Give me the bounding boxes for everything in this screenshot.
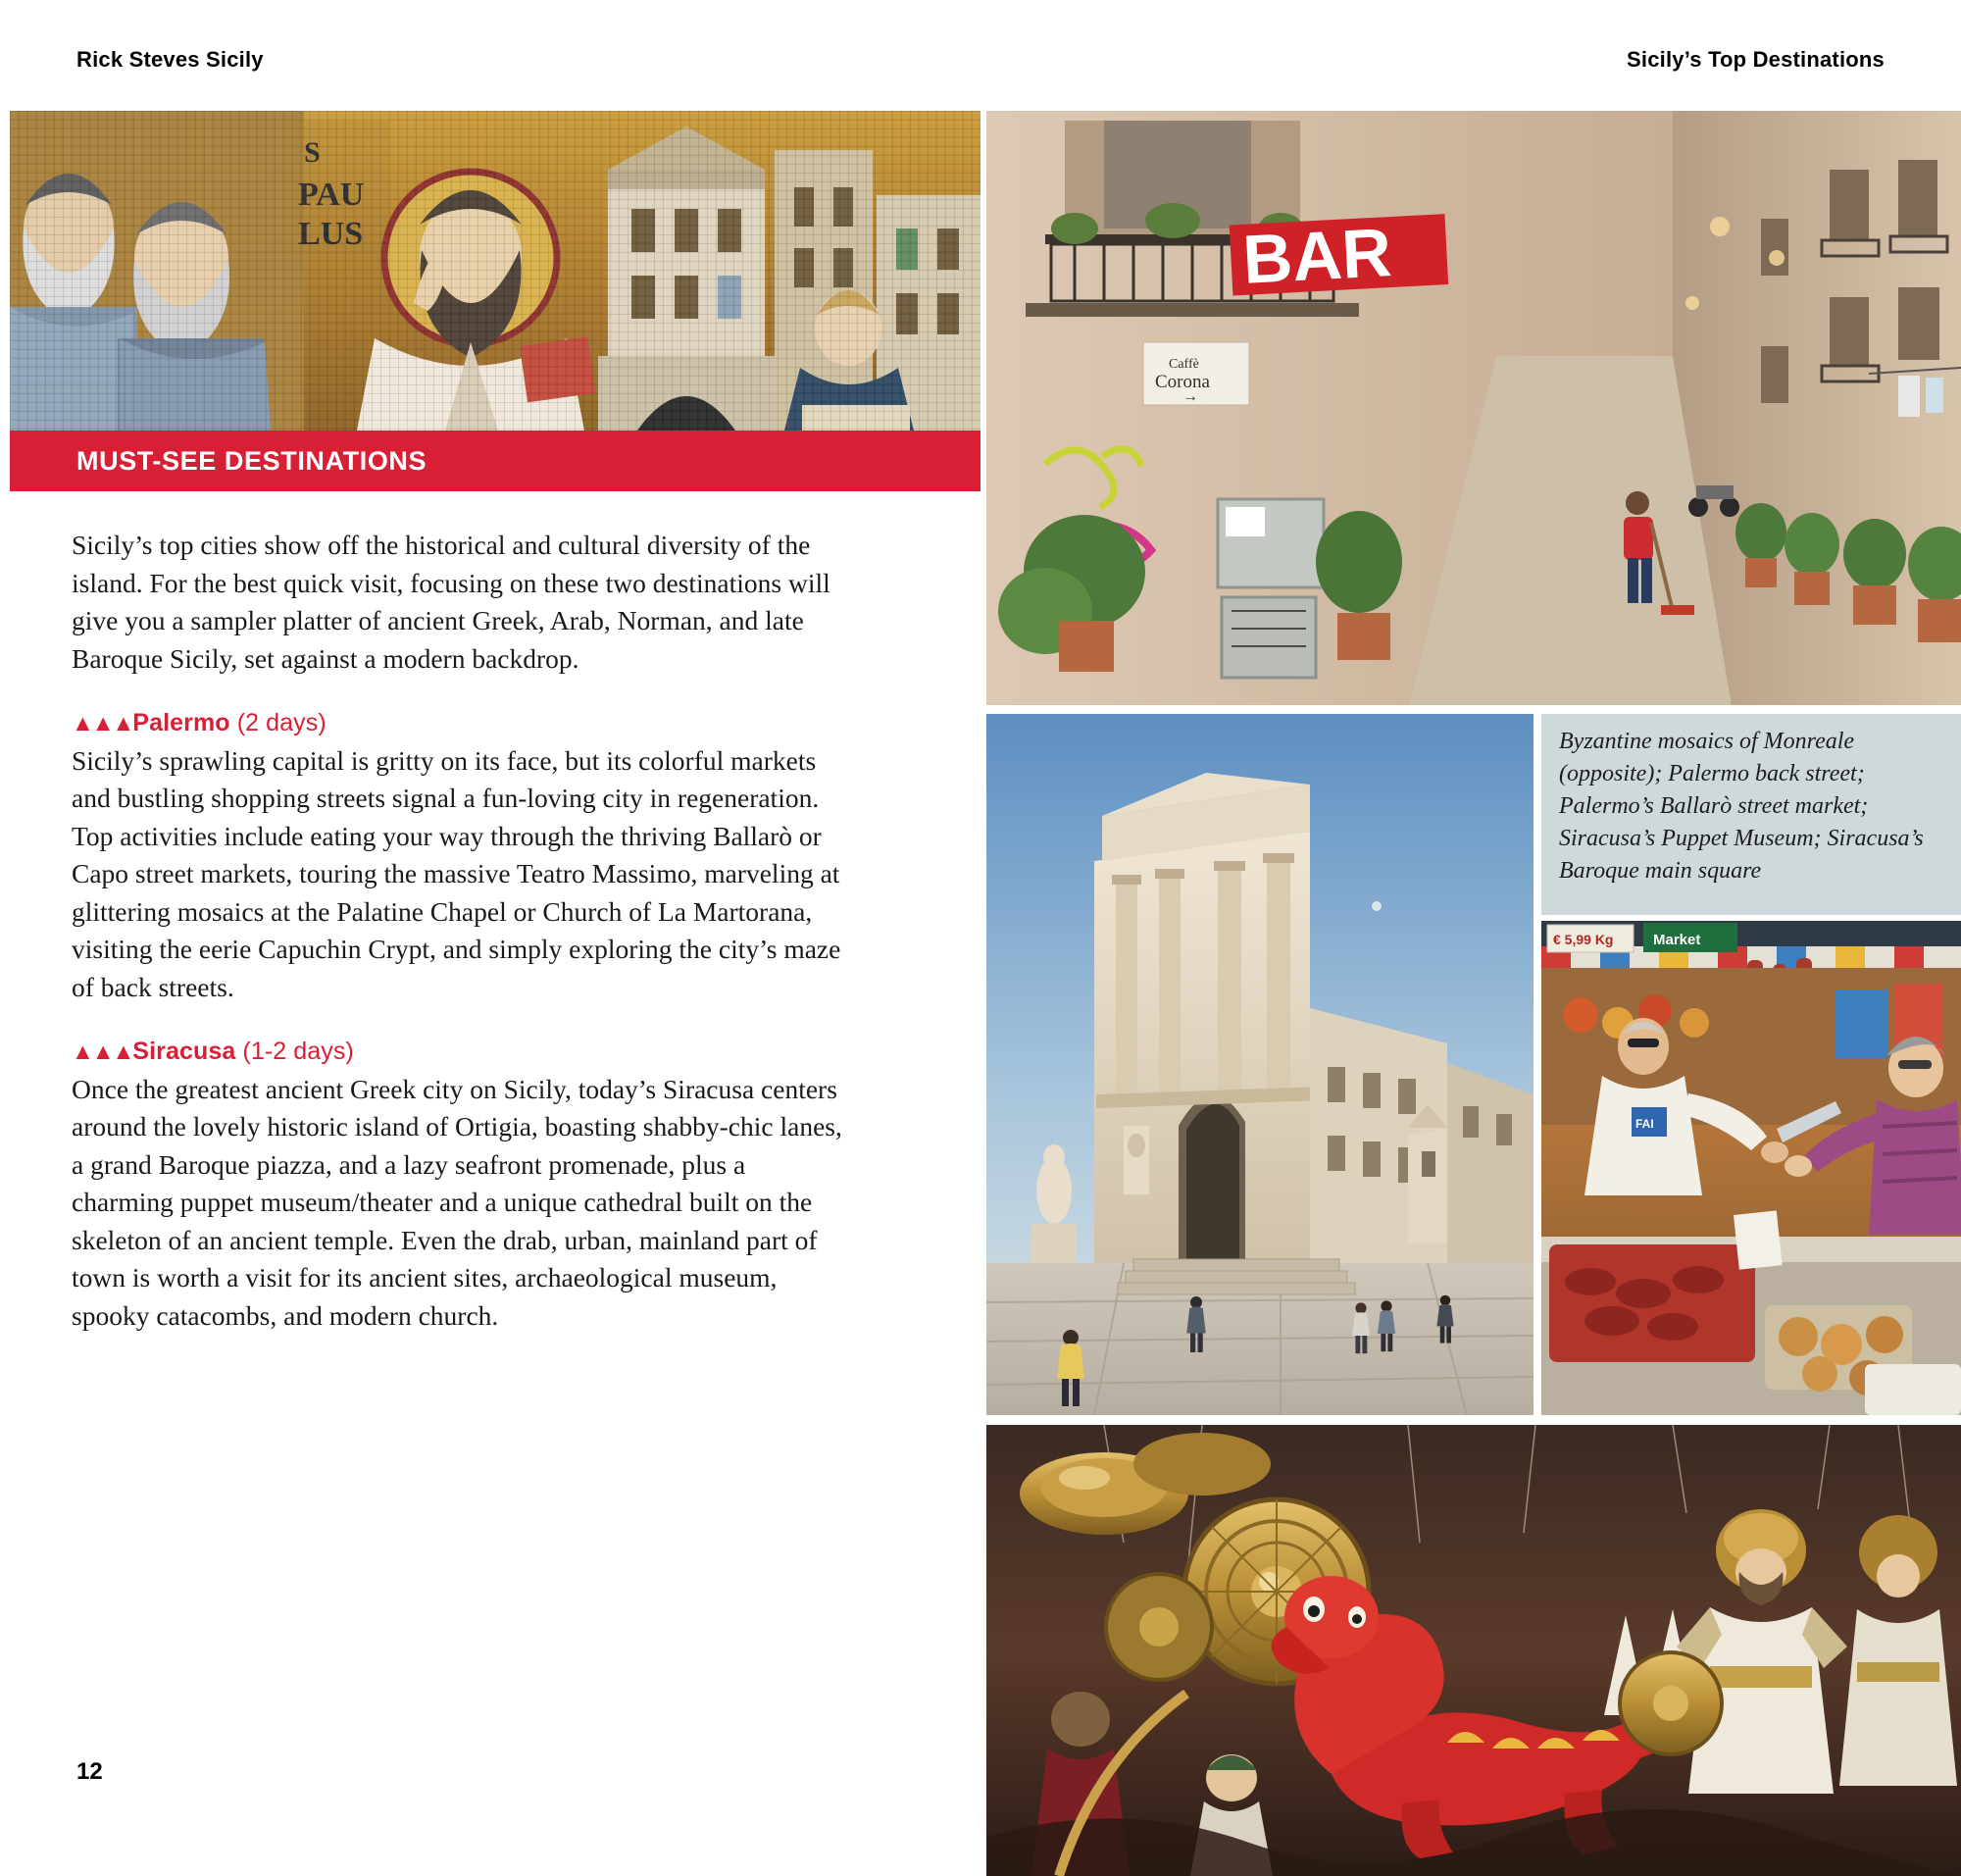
entry-text-siracusa: Once the greatest ancient Greek city on Sicily, today’s Siracusa centers around the lovely historic island of Ortigia, boasting shabby-chic lanes, a grand Baroque piazza, and a lazy seafront promenade, plus a charming puppet museum/theater and a unique cathedral built on the skeleton of an ancient temple. Even the drab, urban, mainland part of town is worth a visit for its ancient sites, archaeological museum, spooky catacombs, and modern church.	[72, 1073, 842, 1331]
svg-text:FAI: FAI	[1635, 1117, 1654, 1131]
rating-triangles-icon: ▲▲▲	[72, 1039, 133, 1064]
entry-name-palermo: Palermo	[132, 709, 230, 736]
puppets-illustration	[986, 1425, 1961, 1876]
running-head-right: Sicily’s Top Destinations	[1627, 47, 1885, 72]
left-column	[0, 111, 980, 1785]
intro-paragraph: Sicily’s top cities show off the historical and cultural diversity of the island. For the best quick visit, focusing on these two destinations will give you a sampler platter of ancient Greek, Arab, Norman, and late Baroque Sicily, set against a modern backdrop.	[72, 530, 830, 674]
entry-siracusa	[72, 1032, 846, 1335]
banner-title: MUST-SEE DESTINATIONS	[76, 446, 427, 476]
back-street-illustration	[986, 111, 1961, 705]
mosaic-illustration	[10, 111, 980, 431]
entry-name-siracusa: Siracusa	[132, 1038, 236, 1065]
svg-text:€ 5,99 Kg: € 5,99 Kg	[1553, 932, 1614, 947]
photo-palermo-back-street	[986, 111, 1961, 705]
photo-puppet-museum	[986, 1425, 1961, 1876]
entry-days-siracusa: (1-2 days)	[242, 1038, 354, 1065]
photo-byzantine-mosaic	[10, 111, 980, 431]
svg-text:→: →	[1182, 388, 1198, 405]
right-column	[986, 111, 1961, 1744]
rating-triangles-icon: ▲▲▲	[72, 710, 133, 735]
entry-text-palermo: Sicily’s sprawling capital is gritty on its face, but its colorful markets and bustling shopping streets signal a fun-loving city in regeneration. Top activities include eating your way through the thriving Ballarò or Capo street markets, touring the massive Teatro Massimo, marveling at glittering mosaics at the Palatine Chapel or Church of La Martorana, visiting the eerie Capuchin Crypt, and simply exploring the city’s maze of back streets.	[72, 744, 841, 1002]
entry-heading-palermo	[72, 709, 327, 736]
page-number: 12	[76, 1758, 103, 1785]
photo-ballaro-market	[1541, 921, 1961, 1415]
photo-caption-box	[1541, 714, 1961, 915]
svg-text:Market: Market	[1653, 932, 1701, 948]
market-illustration	[1541, 921, 1961, 1415]
entry-heading-siracusa	[72, 1038, 354, 1065]
svg-text:Corona: Corona	[1155, 372, 1210, 392]
photo-caption-text: Byzantine mosaics of Monreale (opposite); Palermo back street; Palermo’s Ballarò street market; Siracusa’s Puppet Museum; Siracusa’s Baroque main square	[1559, 729, 1924, 884]
entry-days-palermo: (2 days)	[236, 709, 327, 736]
piazza-illustration	[986, 714, 1534, 1415]
svg-text:BAR: BAR	[1240, 214, 1394, 298]
svg-text:Caffè: Caffè	[1169, 357, 1199, 372]
photo-siracusa-main-square	[986, 714, 1534, 1415]
must-see-banner	[10, 431, 980, 491]
entry-palermo	[72, 703, 846, 1006]
running-head-left: Rick Steves Sicily	[76, 47, 264, 72]
article-body	[72, 527, 846, 1360]
